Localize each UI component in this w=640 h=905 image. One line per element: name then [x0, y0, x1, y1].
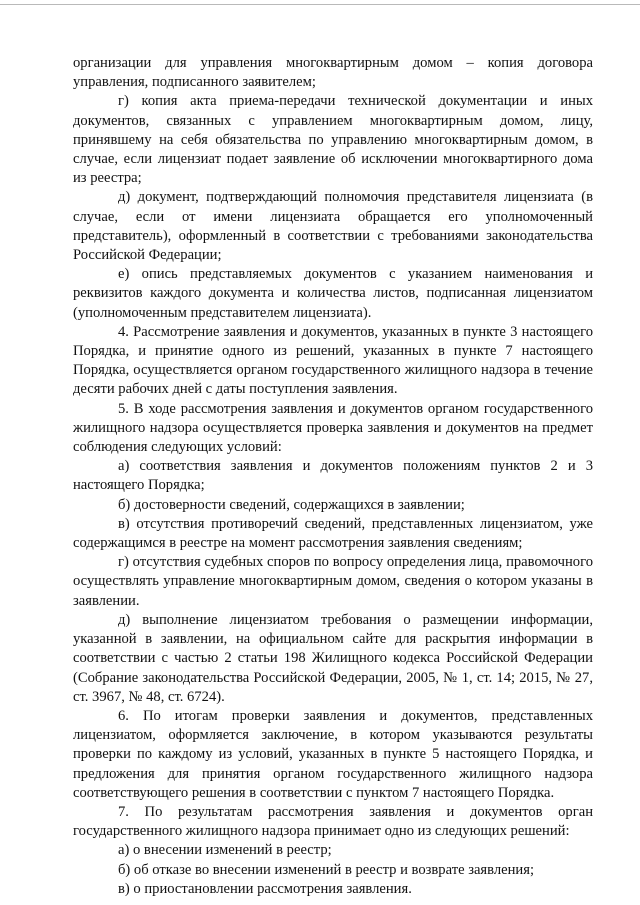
paragraph-item-e-inventory: е) опись представляемых документов с указанием наименования и реквизитов каждого документа и количества листов, подписанная лицензиатом (уполномоченным представителем лицензиата). [73, 266, 593, 321]
paragraph-clause-7-item-a: а) о внесении изменений в реестр; [118, 842, 332, 859]
paragraph-clause-6: 6. По итогам проверки заявления и документов, представленных лицензиатом, оформляется заключение, в котором указываются результаты проверки по каждому из условий, указанных в пункте 5 настоящего Порядка, и предложения для принятия органом государственного жилищного надзора соответствующего решения в соответствии с пунктом 7 настоящего Порядка. [73, 707, 593, 801]
paragraph-clause-7-item-v: в) о приостановлении рассмотрения заявления. [118, 880, 412, 897]
paragraph-clause-7-item-b: б) об отказе во внесении изменений в реестр и возврате заявления; [118, 861, 534, 878]
paragraph-item-d-authority: д) документ, подтверждающий полномочия представителя лицензиата (в случае, если от имени лицензиата обращается его уполномоченный представитель), оформленный в соответствии с требованиями законодательства Российской Федерации; [73, 189, 593, 264]
paragraph-clause-5-item-a: а) соответствия заявления и документов положениям пунктов 2 и 3 настоящего Порядка; [73, 458, 593, 494]
paragraph-clause-7: 7. По результатам рассмотрения заявления и документов орган государственного жилищного надзора принимает одно из следующих решений: [73, 803, 593, 840]
paragraph-clause-4: 4. Рассмотрение заявления и документов, указанных в пункте 3 настоящего Порядка, и принятие одного из решений, указанных в пункте 7 настоящего Порядка, осуществляется органом государственного жилищного надзора в течение десяти рабочих дней с даты поступления заявления. [73, 323, 593, 398]
paragraph-clause-5-item-g: г) отсутствия судебных споров по вопросу определения лица, правомочного осуществлять управление многоквартирным домом, сведения о котором указаны в заявлении. [73, 554, 593, 609]
paragraph-continuation: организации для управления многоквартирным домом – копия договора управления, подписанного заявителем; [73, 55, 593, 91]
paragraph-clause-5-item-d: д) выполнение лицензиатом требования о размещении информации, указанной в заявлении, на официальном сайте для раскрытия информации в соответствии с частью 2 статьи 198 Жилищного кодекса Российской Федерации (Собрание законодательства Российской Федерации, 2005, № 1, ст. 14; 2015, № 27, ст. 3967, № 48, ст. 6724). [73, 611, 593, 705]
paragraph-clause-5-item-b: б) достоверности сведений, содержащихся в заявлении; [118, 496, 465, 513]
paragraph-clause-5-item-v: в) отсутствия противоречий сведений, представленных лицензиатом, уже содержащимся в реестре на момент рассмотрения заявления сведениям; [73, 515, 593, 552]
page-top-edge [0, 4, 640, 5]
paragraph-item-g-act: г) копия акта приема-передачи технической документации и иных документов, связанных с управлением многоквартирным домом, лицу, принявшему на себя обязательства по управлению многоквартирным домом, в случае, если лицензиат подает заявление об исключении многоквартирного дома из реестра; [73, 93, 593, 187]
paragraph-clause-5: 5. В ходе рассмотрения заявления и документов органом государственного жилищного надзора осуществляется проверка заявления и документов на предмет соблюдения следующих условий: [73, 400, 593, 456]
document-page [73, 54, 593, 899]
